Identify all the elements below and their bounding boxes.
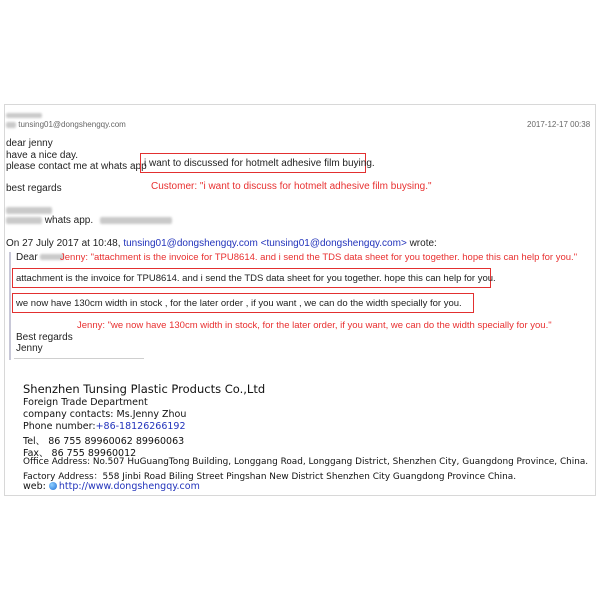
quote-best-regards: Best regards [16,332,73,343]
quote-dear: Dear [16,252,64,263]
greeting: dear jenny [6,138,53,149]
phone-link[interactable]: +86-18126266192 [95,421,186,432]
tel: Tel、 86 755 89960062 89960063 [23,436,185,447]
web-label: web: [23,481,46,492]
globe-icon [49,482,57,490]
quote-header [6,238,437,249]
whatsapp-label: whats app. [44,215,94,226]
quote-wrote: wrote: [409,238,437,249]
sender-row [6,120,126,129]
company-name: Shenzhen Tunsing Plastic Products Co.,Ltd [23,382,266,396]
phone-label: Phone number: [23,421,96,432]
message-line-2: have a nice day. [6,150,79,161]
quote-name: Jenny [16,343,43,354]
contacts: company contacts: Ms.Jenny Zhou [23,409,187,420]
phone-row [23,421,186,432]
highlight-box-invoice: attachment is the invoice for TPU8614. and i send the TDS data sheet for you together. hope this can help for you. [12,268,491,288]
web-row [23,481,200,492]
office-address: Office Address: No.507 HuGuangTong Building, Longgang Road, Longgang District, Shenzhen City, Guangdong Province, China. [23,457,589,467]
website-link[interactable]: http://www.dongshengqy.com [58,481,200,492]
annotation-jenny-2: Jenny: "we now have 130cm width in stock, for the later order, if you want, we can do the width specially for you." [77,320,552,331]
highlight-box-width: we now have 130cm width in stock , for the later order , if you want , we can do the width specially for you. [12,293,474,313]
factory-address: Factory Address：558 Jinbi Road Biling Street Pingshan New District Shenzhen City Guangdong Province China. [23,472,517,482]
fax: Fax、 86 755 89960012 [23,448,137,459]
message-line-3: please contact me at whats app [6,161,147,172]
highlight-box-request: i want to discussed for hotmelt adhesive film buying. [140,153,366,173]
whatsapp-line [6,215,172,226]
signature-divider [14,358,144,359]
quote-email-bracket[interactable]: <tunsing01@dongshengqy.com> [260,238,407,249]
quote-date: On 27 July 2017 at 10:48, [6,238,121,249]
sender-email[interactable]: tunsing01@dongshengqy.com [18,120,126,129]
quote-email-link[interactable]: tunsing01@dongshengqy.com [123,238,258,249]
quote-bar [9,252,11,360]
annotation-customer: Customer: "i want to discuss for hotmelt adhesive film buysing." [151,181,432,192]
annotation-jenny-1: Jenny: "attachment is the invoice for TPU8614. and i send the TDS data sheet for you together. hope this can help for you." [60,252,578,263]
sign-off: best regards [6,183,62,194]
email-date: 2017-12-17 00:38 [527,120,591,129]
department: Foreign Trade Department [23,397,148,408]
